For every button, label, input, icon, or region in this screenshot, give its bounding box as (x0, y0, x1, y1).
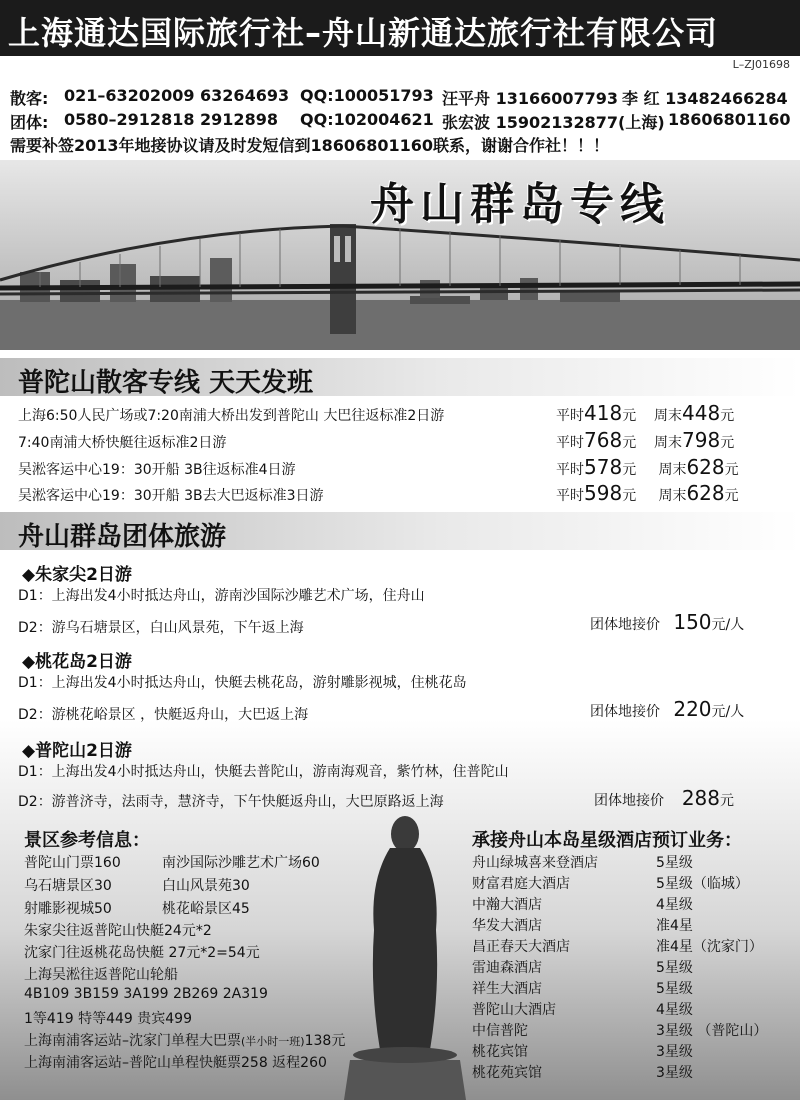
scenic-item: 乌石塘景区30 (24, 878, 112, 894)
hotel-rating: 5星级 (656, 981, 693, 997)
notice-line: 需要补签2013年地接协议请及时发短信到18606801160联系，谢谢合作社！！！ (10, 136, 609, 155)
hotel-name: 祥生大酒店 (472, 981, 542, 997)
header-bar (0, 0, 800, 56)
tour-price: 团体地接价 288元 (594, 786, 734, 810)
scenic-item: 南沙国际沙雕艺术广场60 (162, 855, 320, 871)
tour-day-1: D1：上海出发4小时抵达舟山，快艇去桃花岛，游射雕影视城，住桃花岛 (18, 675, 467, 691)
hotel-name: 雷迪森酒店 (472, 960, 542, 976)
hotel-rating: 5星级（临城） (656, 876, 749, 892)
tour-day-1: D1：上海出发4小时抵达舟山，快艇去普陀山，游南海观音，紫竹林，住普陀山 (18, 764, 509, 780)
hotel-rating: 4星级 (656, 1002, 693, 1018)
hotel-name: 普陀山大酒店 (472, 1002, 556, 1018)
hotel-rating: 准4星 (656, 918, 693, 934)
route-desc: 上海6:50人民广场或7:20南浦大桥出发到普陀山 大巴往返标准2日游 (18, 408, 445, 424)
route-desc: 吴淞客运中心19：30开船 3B往返标准4日游 (18, 462, 296, 478)
section-group-title: 舟山群岛团体旅游 (18, 522, 227, 552)
route-price: 平时768元 周末798元 (556, 428, 735, 452)
group-person-1[interactable]: 张宏波 15902132877(上海) (442, 113, 665, 132)
retail-label: 散客: (10, 89, 49, 108)
scenic-line: 4B109 3B159 3A199 2B269 2A319 (24, 986, 268, 1002)
speedboat-ticket-line: 上海南浦客运站–普陀山单程快艇票258 返程260 (24, 1055, 327, 1071)
section-group-tours (0, 512, 800, 550)
bus-ticket-line: 上海南浦客运站–沈家门单程大巴票(半小时一班)138元 (24, 1033, 346, 1049)
hotel-name: 桃花苑宾馆 (472, 1065, 542, 1081)
hotel-name: 财富君庭大酒店 (472, 876, 570, 892)
hotel-name: 舟山绿城喜来登酒店 (472, 855, 598, 871)
scenic-line: 朱家尖往返普陀山快艇24元*2 (24, 923, 212, 939)
license-code: L–ZJ01698 (732, 58, 790, 71)
hotel-booking-title: 承接舟山本岛星级酒店预订业务： (472, 830, 742, 851)
scenic-item: 射雕影视城50 (24, 901, 112, 917)
tour-day-2: D2：游乌石塘景区，白山风景苑，下午返上海 (18, 620, 304, 636)
retail-phones[interactable]: 021–63202009 63264693 (64, 86, 290, 105)
scenic-line: 沈家门往返桃花岛快艇 27元*2=54元 (24, 945, 260, 961)
route-price: 平时578元 周末628元 (556, 455, 739, 479)
tour-day-2: D2：游普济寺，法雨寺，慧济寺，下午快艇返舟山，大巴原路返上海 (18, 794, 444, 810)
hotel-name: 桃花宾馆 (472, 1044, 528, 1060)
tour-day-1: D1：上海出发4小时抵达舟山，游南沙国际沙雕艺术广场，住舟山 (18, 588, 425, 604)
hotel-name: 中信普陀 (472, 1023, 528, 1039)
banner (0, 160, 800, 350)
hotel-name: 华发大酒店 (472, 918, 542, 934)
scenic-info-title: 景区参考信息： (24, 830, 150, 851)
guanyin-statue-image (340, 810, 470, 1100)
agency-title: 上海通达国际旅行社–舟山新通达旅行社有限公司 (8, 14, 719, 52)
retail-person-1[interactable]: 汪平舟 13166007793 (442, 89, 619, 108)
route-price: 平时418元 周末448元 (556, 401, 735, 425)
hotel-rating: 5星级 (656, 960, 693, 976)
hotel-rating: 3星级 （普陀山） (656, 1023, 768, 1039)
hotel-rating: 准4星（沈家门） (656, 939, 763, 955)
hotel-rating: 3星级 (656, 1044, 693, 1060)
group-phones[interactable]: 0580–2912818 2912898 (64, 110, 278, 129)
tour-title: ◆普陀山2日游 (22, 741, 132, 761)
scenic-item: 桃花峪景区45 (162, 901, 250, 917)
tour-price: 团体地接价 150元/人 (590, 610, 745, 634)
scenic-line: 上海吴淞往返普陀山轮船 (24, 967, 178, 983)
route-desc: 吴淞客运中心19：30开船 3B去大巴返标准3日游 (18, 488, 324, 504)
hotel-name: 中瀚大酒店 (472, 897, 542, 913)
hotel-rating: 3星级 (656, 1065, 693, 1081)
hotel-rating: 5星级 (656, 855, 693, 871)
hotel-name: 昌正春天大酒店 (472, 939, 570, 955)
scenic-item: 普陀山门票160 (24, 855, 121, 871)
group-qq[interactable]: QQ:102004621 (300, 110, 434, 129)
tour-price: 团体地接价 220元/人 (590, 697, 745, 721)
retail-person-2[interactable]: 李 红 13482466284 (622, 89, 788, 108)
group-person-2[interactable]: 18606801160 (668, 110, 791, 129)
tour-title: ◆朱家尖2日游 (22, 565, 132, 585)
group-label: 团体: (10, 113, 49, 132)
retail-qq[interactable]: QQ:100051793 (300, 86, 434, 105)
section-putuo-retail (0, 358, 800, 396)
tour-day-2: D2：游桃花峪景区 ，快艇返舟山，大巴返上海 (18, 707, 309, 723)
tour-title: ◆桃花岛2日游 (22, 652, 132, 672)
hotel-rating: 4星级 (656, 897, 693, 913)
banner-slogan: 舟山群岛专线 (370, 179, 670, 230)
scenic-line: 1等419 特等449 贵宾499 (24, 1011, 192, 1027)
section-putuo-title: 普陀山散客专线 天天发班 (18, 368, 314, 398)
route-price: 平时598元 周末628元 (556, 481, 739, 505)
route-desc: 7:40南浦大桥快艇往返标准2日游 (18, 435, 227, 451)
scenic-item: 白山风景苑30 (162, 878, 250, 894)
